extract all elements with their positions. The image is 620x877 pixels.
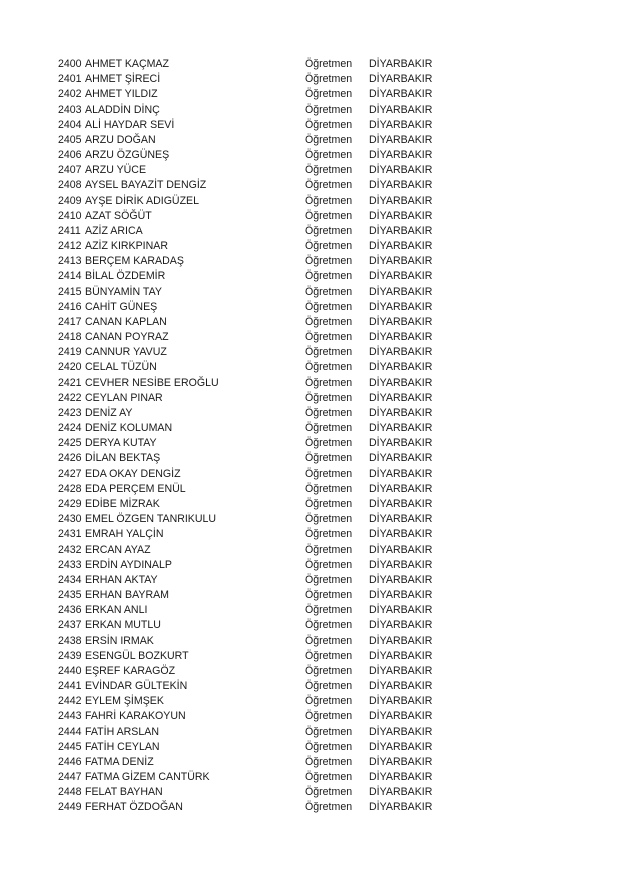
- person-name: FATMA DENİZ: [85, 755, 154, 768]
- row-number: 2443: [58, 710, 82, 723]
- person-name: CANAN KAPLAN: [85, 315, 167, 328]
- list-row: [58, 603, 458, 618]
- city-name: DİYARBAKIR: [369, 786, 433, 799]
- city-name: DİYARBAKIR: [369, 513, 433, 526]
- city-name: DİYARBAKIR: [369, 528, 433, 541]
- person-name: AYŞE DİRİK ADIGÜZEL: [85, 194, 200, 207]
- list-row: [58, 254, 458, 269]
- row-number: 2437: [58, 619, 82, 632]
- list-row: [58, 709, 458, 724]
- job-title: Öğretmen: [305, 164, 353, 177]
- job-title: Öğretmen: [305, 422, 353, 435]
- list-row: [58, 300, 458, 315]
- row-number: 2420: [58, 361, 82, 374]
- city-name: DİYARBAKIR: [369, 194, 433, 207]
- city-name: DİYARBAKIR: [369, 649, 433, 662]
- list-row: [58, 178, 458, 193]
- job-title: Öğretmen: [305, 452, 353, 465]
- person-name: CANNUR YAVUZ: [85, 346, 167, 359]
- row-number: 2404: [58, 118, 82, 131]
- row-number: 2440: [58, 664, 82, 677]
- list-row: [58, 800, 458, 815]
- person-name: ERSİN IRMAK: [85, 634, 154, 647]
- row-number: 2431: [58, 528, 82, 541]
- list-row: [58, 740, 458, 755]
- list-row: [58, 573, 458, 588]
- list-row: [58, 194, 458, 209]
- city-name: DİYARBAKIR: [369, 255, 433, 268]
- person-name: FERHAT ÖZDOĞAN: [85, 801, 183, 814]
- person-name: BİLAL ÖZDEMİR: [85, 270, 166, 283]
- job-title: Öğretmen: [305, 771, 353, 784]
- person-name: AZİZ KIRKPINAR: [85, 240, 168, 253]
- person-name: ESENGÜL BOZKURT: [85, 649, 189, 662]
- city-name: DİYARBAKIR: [369, 209, 433, 222]
- list-row: [58, 360, 458, 375]
- row-number: 2413: [58, 255, 82, 268]
- job-title: Öğretmen: [305, 558, 353, 571]
- person-name: AHMET YILDIZ: [85, 88, 158, 101]
- city-name: DİYARBAKIR: [369, 710, 433, 723]
- row-number: 2414: [58, 270, 82, 283]
- job-title: Öğretmen: [305, 801, 353, 814]
- job-title: Öğretmen: [305, 240, 353, 253]
- list-row: [58, 467, 458, 482]
- person-name: ERHAN BAYRAM: [85, 589, 169, 602]
- person-name: EMRAH YALÇİN: [85, 528, 164, 541]
- row-number: 2426: [58, 452, 82, 465]
- list-row: [58, 755, 458, 770]
- job-title: Öğretmen: [305, 255, 353, 268]
- list-row: [58, 497, 458, 512]
- job-title: Öğretmen: [305, 73, 353, 86]
- job-title: Öğretmen: [305, 664, 353, 677]
- job-title: Öğretmen: [305, 300, 353, 313]
- person-name: FATMA GİZEM CANTÜRK: [85, 771, 210, 784]
- row-number: 2419: [58, 346, 82, 359]
- person-name: EVİNDAR GÜLTEKİN: [85, 680, 188, 693]
- job-title: Öğretmen: [305, 589, 353, 602]
- list-row: [58, 209, 458, 224]
- city-name: DİYARBAKIR: [369, 680, 433, 693]
- list-row: [58, 345, 458, 360]
- city-name: DİYARBAKIR: [369, 558, 433, 571]
- row-number: 2421: [58, 376, 82, 389]
- row-number: 2402: [58, 88, 82, 101]
- list-row: [58, 421, 458, 436]
- row-number: 2405: [58, 133, 82, 146]
- person-name: AHMET KAÇMAZ: [85, 58, 169, 70]
- city-name: DİYARBAKIR: [369, 133, 433, 146]
- city-name: DİYARBAKIR: [369, 771, 433, 784]
- job-title: Öğretmen: [305, 209, 353, 222]
- row-number: 2434: [58, 573, 82, 586]
- list-row: [58, 57, 458, 72]
- person-name: DENİZ AY: [85, 406, 133, 419]
- job-title: Öğretmen: [305, 224, 353, 237]
- job-title: Öğretmen: [305, 103, 353, 116]
- city-name: DİYARBAKIR: [369, 88, 433, 101]
- row-number: 2416: [58, 300, 82, 313]
- person-name: AZAT SÖĞÜT: [85, 209, 152, 222]
- city-name: DİYARBAKIR: [369, 755, 433, 768]
- list-row: [58, 436, 458, 451]
- city-name: DİYARBAKIR: [369, 664, 433, 677]
- job-title: Öğretmen: [305, 634, 353, 647]
- list-row: [58, 285, 458, 300]
- job-title: Öğretmen: [305, 88, 353, 101]
- city-name: DİYARBAKIR: [369, 331, 433, 344]
- city-name: DİYARBAKIR: [369, 391, 433, 404]
- city-name: DİYARBAKIR: [369, 346, 433, 359]
- job-title: Öğretmen: [305, 755, 353, 768]
- list-row: [58, 618, 458, 633]
- list-row: [58, 649, 458, 664]
- person-name: DENİZ KOLUMAN: [85, 422, 173, 435]
- city-name: DİYARBAKIR: [369, 103, 433, 116]
- city-name: DİYARBAKIR: [369, 604, 433, 617]
- job-title: Öğretmen: [305, 467, 353, 480]
- list-row: [58, 725, 458, 740]
- city-name: DİYARBAKIR: [369, 422, 433, 435]
- list-row: [58, 376, 458, 391]
- row-number: 2406: [58, 149, 82, 162]
- row-number: 2441: [58, 680, 82, 693]
- city-name: DİYARBAKIR: [369, 573, 433, 586]
- city-name: DİYARBAKIR: [369, 285, 433, 298]
- row-number: 2447: [58, 771, 82, 784]
- person-name: ERCAN AYAZ: [85, 543, 151, 556]
- job-title: Öğretmen: [305, 786, 353, 799]
- person-name: ALİ HAYDAR SEVİ: [85, 118, 175, 131]
- job-title: Öğretmen: [305, 331, 353, 344]
- city-name: DİYARBAKIR: [369, 300, 433, 313]
- list-row: [58, 103, 458, 118]
- city-name: DİYARBAKIR: [369, 452, 433, 465]
- person-name: EMEL ÖZGEN TANRIKULU: [85, 513, 217, 526]
- city-name: DİYARBAKIR: [369, 73, 433, 86]
- row-number: 2439: [58, 649, 82, 662]
- job-title: Öğretmen: [305, 649, 353, 662]
- city-name: DİYARBAKIR: [369, 149, 433, 162]
- list-row: [58, 664, 458, 679]
- row-number: 2422: [58, 391, 82, 404]
- city-name: DİYARBAKIR: [369, 58, 433, 70]
- row-number: 2436: [58, 604, 82, 617]
- row-number: 2432: [58, 543, 82, 556]
- person-name: CEYLAN PINAR: [85, 391, 163, 404]
- list-row: [58, 558, 458, 573]
- row-number: 2412: [58, 240, 82, 253]
- job-title: Öğretmen: [305, 680, 353, 693]
- job-title: Öğretmen: [305, 695, 353, 708]
- list-row: [58, 527, 458, 542]
- city-name: DİYARBAKIR: [369, 482, 433, 495]
- job-title: Öğretmen: [305, 58, 353, 70]
- row-number: 2415: [58, 285, 82, 298]
- job-title: Öğretmen: [305, 543, 353, 556]
- city-name: DİYARBAKIR: [369, 695, 433, 708]
- row-number: 2407: [58, 164, 82, 177]
- list-row: [58, 694, 458, 709]
- city-name: DİYARBAKIR: [369, 740, 433, 753]
- person-name: ARZU DOĞAN: [85, 133, 156, 146]
- job-title: Öğretmen: [305, 740, 353, 753]
- person-name: CAHİT GÜNEŞ: [85, 300, 158, 313]
- city-name: DİYARBAKIR: [369, 270, 433, 283]
- city-name: DİYARBAKIR: [369, 543, 433, 556]
- row-number: 2401: [58, 73, 82, 86]
- row-number: 2433: [58, 558, 82, 571]
- list-row: [58, 406, 458, 421]
- job-title: Öğretmen: [305, 179, 353, 192]
- city-name: DİYARBAKIR: [369, 406, 433, 419]
- row-number: 2417: [58, 315, 82, 328]
- row-number: 2425: [58, 437, 82, 450]
- list-row: [58, 679, 458, 694]
- list-row: [58, 269, 458, 284]
- row-number: 2408: [58, 179, 82, 192]
- city-name: DİYARBAKIR: [369, 361, 433, 374]
- city-name: DİYARBAKIR: [369, 376, 433, 389]
- row-number: 2445: [58, 740, 82, 753]
- person-name: ERDİN AYDINALP: [85, 558, 172, 571]
- list-row: [58, 785, 458, 800]
- job-title: Öğretmen: [305, 346, 353, 359]
- city-name: DİYARBAKIR: [369, 497, 433, 510]
- job-title: Öğretmen: [305, 270, 353, 283]
- job-title: Öğretmen: [305, 361, 353, 374]
- city-name: DİYARBAKIR: [369, 179, 433, 192]
- person-name: CANAN POYRAZ: [85, 331, 169, 344]
- list-row: [58, 239, 458, 254]
- person-name: AZİZ ARICA: [85, 224, 143, 237]
- job-title: Öğretmen: [305, 437, 353, 450]
- city-name: DİYARBAKIR: [369, 224, 433, 237]
- city-name: DİYARBAKIR: [369, 634, 433, 647]
- row-number: 2428: [58, 482, 82, 495]
- list-row: [58, 163, 458, 178]
- person-name: FATİH CEYLAN: [85, 740, 160, 753]
- job-title: Öğretmen: [305, 725, 353, 738]
- list-row: [58, 482, 458, 497]
- person-name: AHMET ŞİRECİ: [85, 73, 161, 86]
- job-title: Öğretmen: [305, 513, 353, 526]
- row-number: 2418: [58, 331, 82, 344]
- list-row: [58, 148, 458, 163]
- job-title: Öğretmen: [305, 149, 353, 162]
- city-name: DİYARBAKIR: [369, 118, 433, 131]
- person-name: CEVHER NESİBE EROĞLU: [85, 376, 219, 389]
- person-name: EŞREF KARAGÖZ: [85, 664, 176, 677]
- job-title: Öğretmen: [305, 604, 353, 617]
- person-name: DERYA KUTAY: [85, 437, 157, 450]
- person-name: DİLAN BEKTAŞ: [85, 452, 161, 465]
- list-row: [58, 634, 458, 649]
- person-name: ARZU ÖZGÜNEŞ: [85, 149, 170, 162]
- person-name: EDİBE MİZRAK: [85, 497, 160, 510]
- row-number: 2400: [58, 58, 82, 70]
- list-row: [58, 315, 458, 330]
- city-name: DİYARBAKIR: [369, 801, 433, 814]
- person-name: ERHAN AKTAY: [85, 573, 158, 586]
- row-number: 2449: [58, 801, 82, 814]
- list-row: [58, 512, 458, 527]
- job-title: Öğretmen: [305, 619, 353, 632]
- personnel-list: [58, 57, 458, 816]
- person-name: BÜNYAMİN TAY: [85, 285, 162, 298]
- list-row: [58, 133, 458, 148]
- list-row: [58, 118, 458, 133]
- list-row: [58, 451, 458, 466]
- row-number: 2411: [58, 224, 81, 237]
- job-title: Öğretmen: [305, 285, 353, 298]
- row-number: 2429: [58, 497, 82, 510]
- person-name: EDA PERÇEM ENÜL: [85, 482, 186, 495]
- row-number: 2403: [58, 103, 82, 116]
- row-number: 2410: [58, 209, 82, 222]
- list-row: [58, 588, 458, 603]
- person-name: FATİH ARSLAN: [85, 725, 159, 738]
- row-number: 2435: [58, 589, 82, 602]
- person-name: BERÇEM KARADAŞ: [85, 255, 184, 268]
- person-name: FAHRİ KARAKOYUN: [85, 710, 186, 723]
- list-row: [58, 87, 458, 102]
- person-name: ARZU YÜCE: [85, 164, 147, 177]
- person-name: ALADDİN DİNÇ: [85, 103, 160, 116]
- person-name: ERKAN ANLI: [85, 604, 148, 617]
- row-number: 2427: [58, 467, 82, 480]
- row-number: 2438: [58, 634, 82, 647]
- person-name: AYSEL BAYAZİT DENGİZ: [85, 179, 207, 192]
- row-number: 2442: [58, 695, 82, 708]
- row-number: 2430: [58, 513, 82, 526]
- person-name: EDA OKAY DENGİZ: [85, 467, 181, 480]
- row-number: 2423: [58, 406, 82, 419]
- person-name: ERKAN MUTLU: [85, 619, 161, 632]
- row-number: 2409: [58, 194, 82, 207]
- job-title: Öğretmen: [305, 315, 353, 328]
- job-title: Öğretmen: [305, 497, 353, 510]
- list-row: [58, 330, 458, 345]
- person-name: CELAL TÜZÜN: [85, 361, 157, 374]
- job-title: Öğretmen: [305, 406, 353, 419]
- list-row: [58, 391, 458, 406]
- row-number: 2424: [58, 422, 82, 435]
- city-name: DİYARBAKIR: [369, 619, 433, 632]
- list-row: [58, 543, 458, 558]
- city-name: DİYARBAKIR: [369, 240, 433, 253]
- job-title: Öğretmen: [305, 118, 353, 131]
- city-name: DİYARBAKIR: [369, 467, 433, 480]
- job-title: Öğretmen: [305, 482, 353, 495]
- city-name: DİYARBAKIR: [369, 315, 433, 328]
- row-number: 2444: [58, 725, 82, 738]
- city-name: DİYARBAKIR: [369, 589, 433, 602]
- person-name: FELAT BAYHAN: [85, 786, 163, 799]
- job-title: Öğretmen: [305, 376, 353, 389]
- job-title: Öğretmen: [305, 194, 353, 207]
- city-name: DİYARBAKIR: [369, 437, 433, 450]
- job-title: Öğretmen: [305, 710, 353, 723]
- job-title: Öğretmen: [305, 133, 353, 146]
- job-title: Öğretmen: [305, 573, 353, 586]
- job-title: Öğretmen: [305, 391, 353, 404]
- list-row: [58, 770, 458, 785]
- city-name: DİYARBAKIR: [369, 164, 433, 177]
- city-name: DİYARBAKIR: [369, 725, 433, 738]
- row-number: 2448: [58, 786, 82, 799]
- person-name: EYLEM ŞİMŞEK: [85, 695, 164, 708]
- list-row: [58, 72, 458, 87]
- row-number: 2446: [58, 755, 82, 768]
- job-title: Öğretmen: [305, 528, 353, 541]
- list-row: [58, 224, 458, 239]
